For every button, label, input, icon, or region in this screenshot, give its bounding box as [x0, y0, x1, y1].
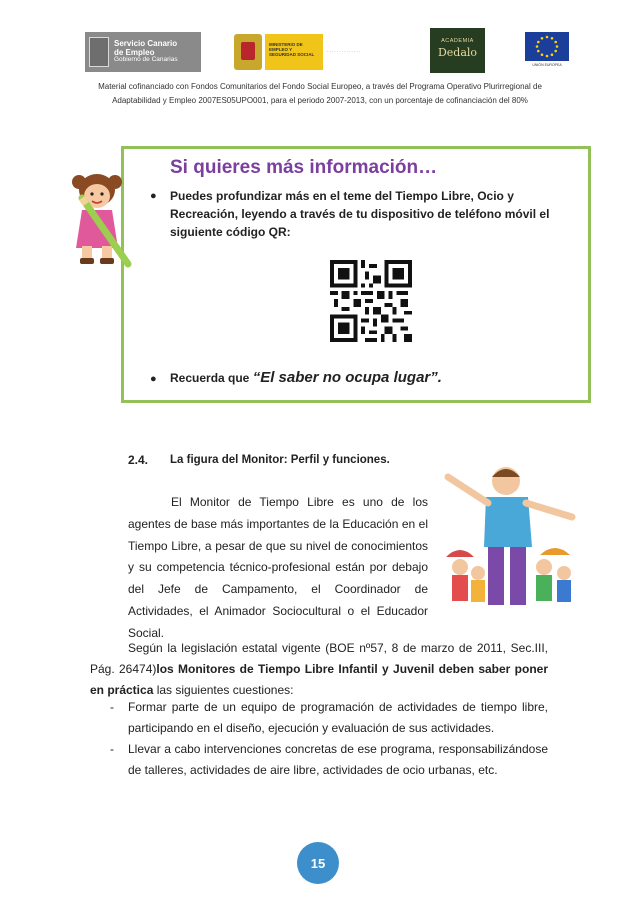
- page-number: 15: [297, 842, 339, 884]
- qr-code-icon: [330, 260, 412, 342]
- logo-union-europea: [521, 32, 573, 72]
- logo-ministerio-empleo: [234, 32, 368, 72]
- logo-servicio-canario-empleo: [85, 32, 201, 72]
- logo-ministerio-side-text: · · · · · · · · · · · · · ·: [327, 48, 361, 54]
- info-bullet-quote: [170, 368, 442, 388]
- list-item-text: Formar parte de un equipo de programación de actividades de tiempo libre, participando en el diseño, ejecución y evaluación de sus actividades.: [128, 700, 548, 735]
- logo-canarias-line1: Servicio Canario: [114, 39, 178, 49]
- legislation-end: las siguientes cuestiones:: [153, 683, 294, 697]
- section-number: 2.4.: [128, 453, 149, 467]
- eu-flag-icon: [525, 32, 569, 61]
- cofinancing-note: [60, 80, 580, 108]
- section-title: La figura del Monitor: Perfil y funciones.: [170, 454, 390, 466]
- list-item: [90, 739, 548, 781]
- list-dash: -: [110, 700, 114, 714]
- logo-dedalo-line2: Dedalo: [437, 46, 478, 59]
- legislation-reference: Según la legislación estatal vigente (BOE nº57, 8 de marzo de 2011, Sec.III, Pág. 26474): [90, 641, 548, 676]
- logo-academia-dedalo: [430, 28, 485, 73]
- cofinancing-note-line2: Adaptabilidad y Empleo 2007ES05UPO001, para el periodo 2007-2013, con un porcentaje de cofinanciación del 80%: [112, 96, 528, 105]
- info-box-title: Si quieres más información…: [170, 157, 438, 178]
- logo-ministerio-text: MINISTERIO DE EMPLEO Y SEGURIDAD SOCIAL: [265, 34, 323, 70]
- logo-dedalo-line1: ACADEMIA: [441, 38, 474, 44]
- monitor-duties-list: [90, 697, 548, 781]
- bullet-icon: ●: [150, 190, 157, 202]
- list-item: [90, 697, 548, 739]
- paragraph-monitor-intro: El Monitor de Tiempo Libre es uno de los agentes de base más importantes de la Educación en el Tiempo Libre, a pesar de que su nivel de conocimientos y su competencia técnico-profesional están por debajo del Jefe de Campamento, el Coordinador de Actividades, el Animador Sociocultural o el Educador Social.: [128, 495, 428, 640]
- monitor-with-children-illustration: [440, 455, 580, 615]
- list-dash: -: [110, 742, 114, 756]
- cofinancing-note-line1: Material cofinanciado con Fondos Comunitarios del Fondo Social Europeo, a través del Programa Operativo Plurirregional de: [98, 82, 542, 91]
- logo-canarias-line3: Gobierno de Canarias: [114, 55, 178, 63]
- list-item-text: Llevar a cabo intervenciones concretas de ese programa, responsabilizándose de talleres, actividades de aire libre, actividades de ocio urbanas, etc.: [128, 742, 548, 777]
- info-bullet-qr-text: Puedes profundizar más en el teme del Tiempo Libre, Ocio y Recreación, leyendo a través de tu dispositivo de teléfono móvil el siguiente código QR:: [170, 189, 550, 239]
- legislation-emphasis: los Monitores de Tiempo Libre Infantil y Juvenil deben saber poner en práctica: [90, 662, 548, 697]
- bullet-icon: ●: [150, 373, 157, 385]
- paragraph-legislation: [90, 638, 548, 701]
- quote-el-saber: “El saber no ocupa lugar”.: [252, 369, 442, 386]
- girl-with-pencil-illustration: [62, 168, 132, 268]
- logo-canarias-line2: de Empleo: [114, 47, 155, 57]
- canarias-shield-icon: [89, 37, 109, 67]
- logo-ue-caption: UNIÓN EUROPEA: [532, 63, 562, 67]
- spain-crest-icon: [234, 34, 262, 70]
- info-bullet-quote-prefix: Recuerda que: [170, 371, 253, 385]
